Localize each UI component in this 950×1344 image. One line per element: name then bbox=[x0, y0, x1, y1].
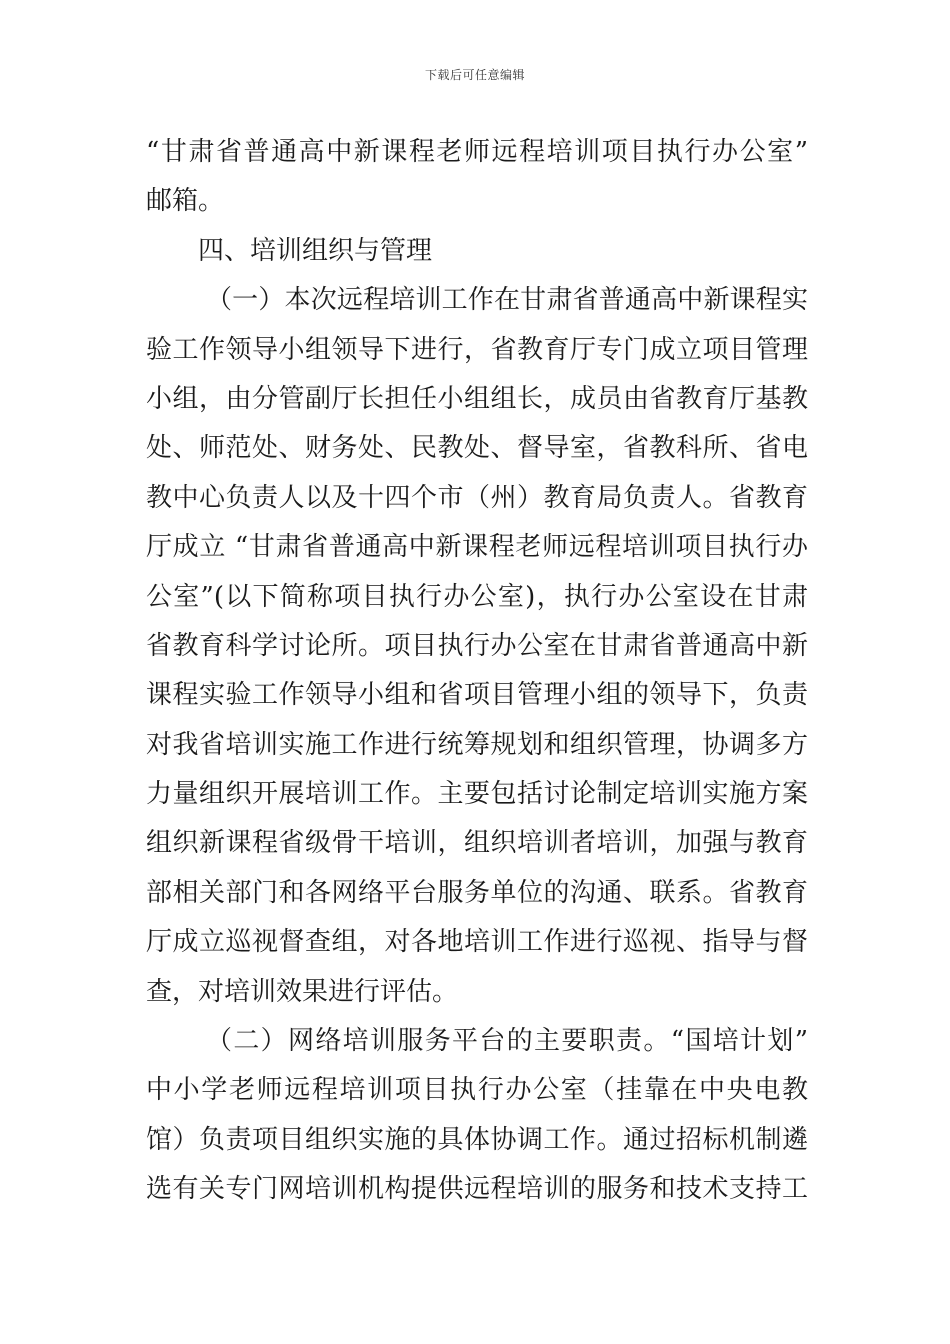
text-line: 对我省培训实施工作进行统筹规划和组织管理，协调多方 bbox=[146, 729, 808, 760]
text-line: 处、师范处、财务处、民教处、督导室，省教科所、省电 bbox=[146, 433, 808, 464]
text-line: “甘肃省普通高中新课程老师远程培训项目执行办公室” bbox=[146, 137, 808, 167]
text-line: 馆）负责项目组织实施的具体协调工作。通过招标机制遴 bbox=[146, 1124, 808, 1155]
section-heading: 四、培训组织与管理 bbox=[198, 235, 433, 266]
text-line: 部相关部门和各网络平台服务单位的沟通、联系。省教育 bbox=[146, 877, 808, 908]
text-line: 课程实验工作领导小组和省项目管理小组的领导下，负责 bbox=[146, 680, 808, 711]
text-line: 查，对培训效果进行评估。 bbox=[146, 976, 459, 1007]
header-note: 下载后可任意编辑 bbox=[424, 68, 525, 82]
text-line: 公室”(以下简称项目执行办公室)，执行办公室设在甘肃 bbox=[146, 581, 808, 612]
text-line: 厅成立 “甘肃省普通高中新课程老师远程培训项目执行办 bbox=[146, 532, 808, 563]
text-line: 中小学老师远程培训项目执行办公室（挂靠在中央电教 bbox=[146, 1075, 808, 1106]
body-text bbox=[146, 128, 808, 1215]
text-line: 教中心负责人以及十四个市（州）教育局负责人。省教育 bbox=[146, 482, 808, 513]
text-line: 组织新课程省级骨干培训，组织培训者培训，加强与教育 bbox=[146, 828, 808, 859]
text-line: 力量组织开展培训工作。主要包括讨论制定培训实施方案 bbox=[146, 779, 808, 810]
paragraph-start: （二）网络培训服务平台的主要职责。“国培计划” bbox=[206, 1026, 808, 1057]
paragraph-start: （一）本次远程培训工作在甘肃省普通高中新课程实 bbox=[206, 285, 808, 316]
text-line: 验工作领导小组领导下进行，省教育厅专门成立项目管理 bbox=[146, 334, 808, 365]
text-line: 选有关专门网培训机构提供远程培训的服务和技术支持工 bbox=[146, 1174, 808, 1205]
text-line: 省教育科学讨论所。项目执行办公室在甘肃省普通高中新 bbox=[146, 630, 808, 661]
text-line: 小组，由分管副厅长担任小组组长，成员由省教育厅基教 bbox=[146, 383, 808, 414]
text-line: 邮箱。 bbox=[146, 186, 225, 217]
text-line: 厅成立巡视督查组，对各地培训工作进行巡视、指导与督 bbox=[146, 927, 808, 958]
